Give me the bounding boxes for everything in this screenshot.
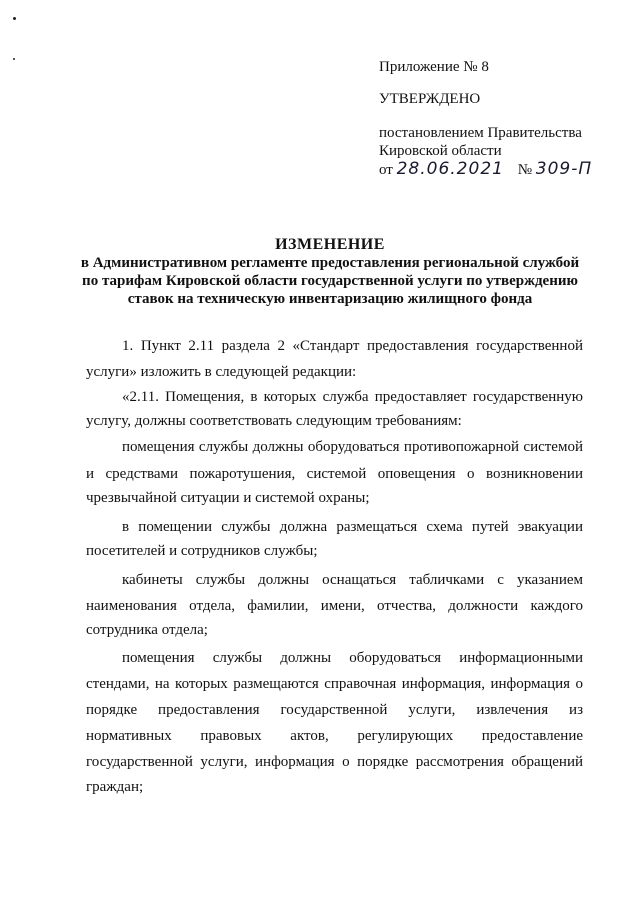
decree-line-2: Кировской области <box>379 143 502 159</box>
handwritten-number: 309-П <box>535 159 593 179</box>
body-line: нормативных правовых актов, регулирующих предоставление <box>86 728 583 744</box>
handwritten-date: 28.06.2021 <box>396 159 504 179</box>
title-heading: ИЗМЕНЕНИЕ <box>275 236 385 253</box>
body-line: в помещении службы должна размещаться схема путей эвакуации <box>122 519 583 535</box>
body-line: помещения службы должны оборудоваться противопожарной системой <box>122 439 583 455</box>
body-line: стендами, на которых размещаются справочная информация, информация о <box>86 676 583 692</box>
number-label: № <box>517 162 533 178</box>
scan-speck <box>13 17 16 20</box>
body-line: наименования отдела, фамилии, имени, отчества, должности каждого <box>86 598 583 614</box>
body-line: помещения службы должны оборудоваться информационными <box>122 650 583 666</box>
body-line: сотрудника отдела; <box>86 622 208 638</box>
body-line: посетителей и сотрудников службы; <box>86 543 318 559</box>
title-line: по тарифам Кировской области государственной услуги по утверждению <box>82 273 578 289</box>
from-label: от <box>379 162 393 178</box>
decree-date-number <box>379 160 619 179</box>
appendix-label: Приложение № 8 <box>379 59 489 75</box>
body-line: «2.11. Помещения, в которых служба предоставляет государственную <box>122 389 583 405</box>
body-line: государственной услуги, информация о порядке рассмотрения обращений <box>86 754 583 770</box>
title-line: в Административном регламенте предоставления региональной службой <box>80 255 580 271</box>
body-line: 1. Пункт 2.11 раздела 2 «Стандарт предоставления государственной <box>122 338 583 354</box>
body-line: услугу, должны соответствовать следующим требованиям: <box>86 413 462 429</box>
body-line: кабинеты службы должны оснащаться табличками с указанием <box>122 572 583 588</box>
body-line: и средствами пожаротушения, системой оповещения о возникновении <box>86 466 583 482</box>
body-line: услуги» изложить в следующей редакции: <box>86 364 357 380</box>
approved-label: УТВЕРЖДЕНО <box>379 91 481 107</box>
body-line: порядке предоставления государственной услуги, извлечения из <box>86 702 583 718</box>
document-title <box>60 236 600 308</box>
body-line: чрезвычайной ситуации и системой охраны; <box>86 490 370 506</box>
approval-block <box>379 58 619 179</box>
decree-line-1: постановлением Правительства <box>379 125 582 141</box>
body-line: граждан; <box>86 779 144 795</box>
title-line: ставок на техническую инвентаризацию жилищного фонда <box>127 291 533 307</box>
scan-speck <box>13 58 15 60</box>
